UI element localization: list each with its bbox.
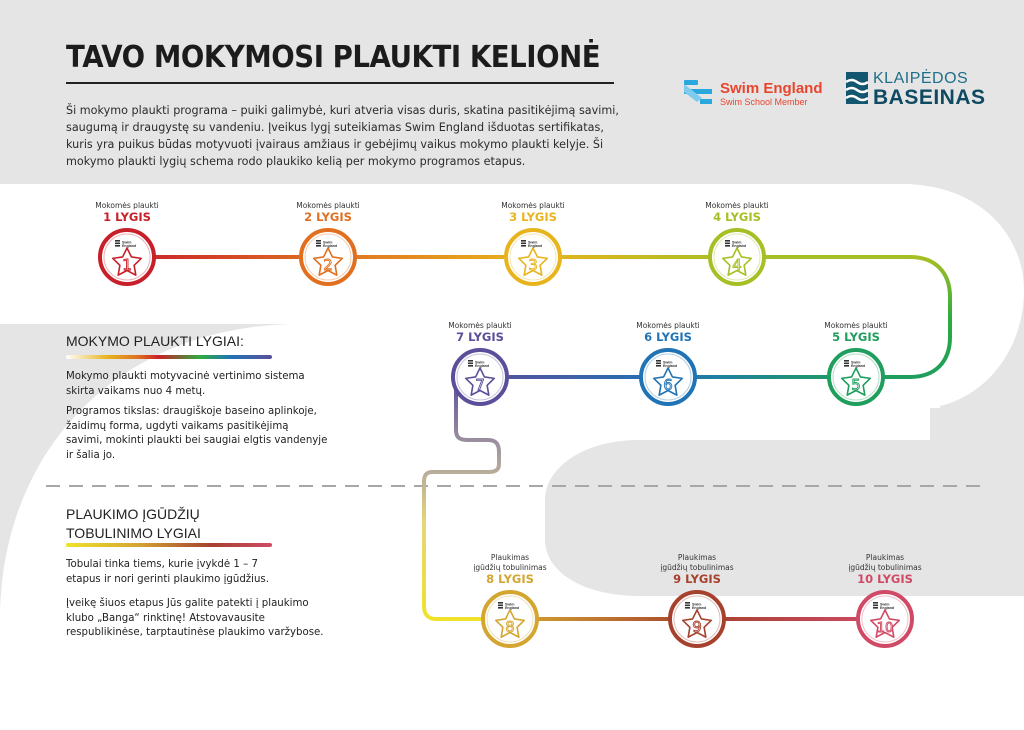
level-label-4: [667, 201, 807, 224]
level-number: 7: [475, 376, 485, 394]
level-name: 8 LYGIS: [486, 572, 534, 586]
swim-england-logo: [682, 78, 832, 108]
level-badge-1: [100, 230, 154, 284]
level-badge-8: [483, 592, 537, 646]
level-number: 3: [528, 256, 538, 274]
level-label-9: [627, 553, 767, 586]
badge-logo-line-2: England: [475, 364, 490, 369]
level-badge-3: [506, 230, 560, 284]
waves-square-icon: [846, 70, 870, 106]
badge-logo-line-1: Swim: [692, 602, 702, 607]
badge-logo-line-1: Swim: [122, 240, 132, 245]
klaipedos-baseinas-logo: [846, 70, 1006, 110]
badge-logo-line-1: Swim: [505, 602, 515, 607]
level-name: 5 LYGIS: [832, 330, 880, 344]
learn-levels-color-bar: [66, 355, 272, 359]
improve-levels-paragraph-2: Įveikę šiuos etapus Jūs galite patekti į plaukimo klubo „Banga“ rinktinę! Atstovavausite respublikinėse, tarptautinėse plaukimo varžybose.: [66, 598, 324, 638]
level-label-1: [57, 201, 197, 224]
level-badge-4: [710, 230, 764, 284]
badge-logo-line-2: England: [323, 244, 338, 249]
level-name: 2 LYGIS: [304, 210, 352, 224]
level-caption: įgūdžių tobulinimas: [473, 563, 547, 572]
level-caption: Plaukimas: [865, 553, 905, 562]
level-name: 4 LYGIS: [713, 210, 761, 224]
learn-levels-paragraph-2: Programos tikslas: draugiškoje baseino aplinkoje, žaidimų forma, ugdyti vaikams pasitikėjimą savimi, mokinti plaukti bei saugiai elgtis vandenyje ir šalia jo.: [66, 406, 328, 461]
level-caption: įgūdžių tobulinimas: [660, 563, 734, 572]
badge-logo-line-2: England: [122, 244, 137, 249]
level-name: 9 LYGIS: [673, 572, 721, 586]
level-number: 4: [732, 256, 742, 274]
level-caption: Mokomės plaukti: [705, 201, 769, 210]
level-caption: Mokomės plaukti: [636, 321, 700, 330]
level-label-2: [258, 201, 398, 224]
level-name: 1 LYGIS: [103, 210, 151, 224]
level-label-3: [463, 201, 603, 224]
badge-logo-line-1: Swim: [732, 240, 742, 245]
badge-logo-line-2: England: [880, 606, 895, 611]
intro-text: Ši mokymo plaukti programa – puiki galimybė, kuri atveria visas duris, skatina pasitikėjimą savimi, saugumą ir draugystę su vandeniu. Įveikus lygį suteikiamas Swim England išduotas sertifikatas, kuris yra puikus būdas motyvuoti įvairaus amžiaus ir gebėjimų vaikus mokymo plaukti kelyje. Ši mokymo plaukti lygių schema rodo plaukiko kelią per mokymo programos etapus.: [66, 104, 619, 168]
level-caption: Mokomės plaukti: [296, 201, 360, 210]
title-underline: [66, 82, 614, 84]
level-badge-6: [641, 350, 695, 404]
level-label-10: [815, 553, 955, 586]
baseinas-text: BASEINAS: [873, 86, 986, 109]
level-caption: Mokomės plaukti: [824, 321, 888, 330]
badge-logo-line-1: Swim: [528, 240, 538, 245]
improve-levels-heading-line-1: PLAUKIMO ĮGŪDŽIŲ: [66, 506, 200, 522]
level-number: 5: [851, 376, 861, 394]
swim-england-subtitle: Swim School Member: [720, 97, 808, 107]
level-caption: Plaukimas: [677, 553, 717, 562]
level-name: 6 LYGIS: [644, 330, 692, 344]
learn-levels-paragraph-1: Mokymo plaukti motyvacinė vertinimo sistema skirta vaikams nuo 4 metų.: [66, 371, 305, 397]
level-name: 3 LYGIS: [509, 210, 557, 224]
improve-levels-color-bar: [66, 543, 272, 547]
level-badge-7: [453, 350, 507, 404]
level-number: 10: [876, 621, 894, 636]
level-number: 2: [323, 256, 333, 274]
level-label-5: [786, 321, 926, 344]
level-label-6: [598, 321, 738, 344]
improve-levels-paragraph-1: Tobulai tinka tiems, kurie įvykdė 1 – 7 etapus ir nori gerinti plaukimo įgūdžius.: [66, 559, 269, 585]
learn-levels-heading: MOKYMO PLAUKTI LYGIAI:: [66, 333, 244, 349]
level-badge-10: [858, 592, 912, 646]
level-number: 8: [505, 618, 515, 636]
level-caption: Mokomės plaukti: [501, 201, 565, 210]
level-caption: Mokomės plaukti: [448, 321, 512, 330]
level-caption: įgūdžių tobulinimas: [848, 563, 922, 572]
level-badge-5: [829, 350, 883, 404]
badge-logo-line-2: England: [692, 606, 707, 611]
badge-logo-line-1: Swim: [663, 360, 673, 365]
level-caption: Mokomės plaukti: [95, 201, 159, 210]
level-number: 6: [663, 376, 673, 394]
level-name: 10 LYGIS: [857, 572, 913, 586]
improve-levels-heading-line-2: TOBULINIMO LYGIAI: [66, 525, 201, 541]
level-name: 7 LYGIS: [456, 330, 504, 344]
badge-logo-line-2: England: [505, 606, 520, 611]
level-number: 9: [692, 618, 702, 636]
level-label-8: [440, 553, 580, 586]
page-title: TAVO MOKYMOSI PLAUKTI KELIONĖ: [66, 40, 601, 75]
badge-logo-line-2: England: [851, 364, 866, 369]
badge-logo-line-1: Swim: [851, 360, 861, 365]
level-badge-2: [301, 230, 355, 284]
swim-england-waves-icon: [682, 78, 716, 108]
badge-logo-line-2: England: [732, 244, 747, 249]
badge-logo-line-1: Swim: [475, 360, 485, 365]
badge-logo-line-1: Swim: [323, 240, 333, 245]
swim-england-name: Swim England: [720, 80, 823, 97]
level-number: 1: [122, 256, 132, 274]
badge-logo-line-2: England: [528, 244, 543, 249]
badge-logo-line-1: Swim: [880, 602, 890, 607]
klaipedos-text: KLAIPĖDOS: [873, 70, 969, 87]
level-caption: Plaukimas: [490, 553, 530, 562]
level-label-7: [410, 321, 550, 344]
level-badge-9: [670, 592, 724, 646]
badge-logo-line-2: England: [663, 364, 678, 369]
